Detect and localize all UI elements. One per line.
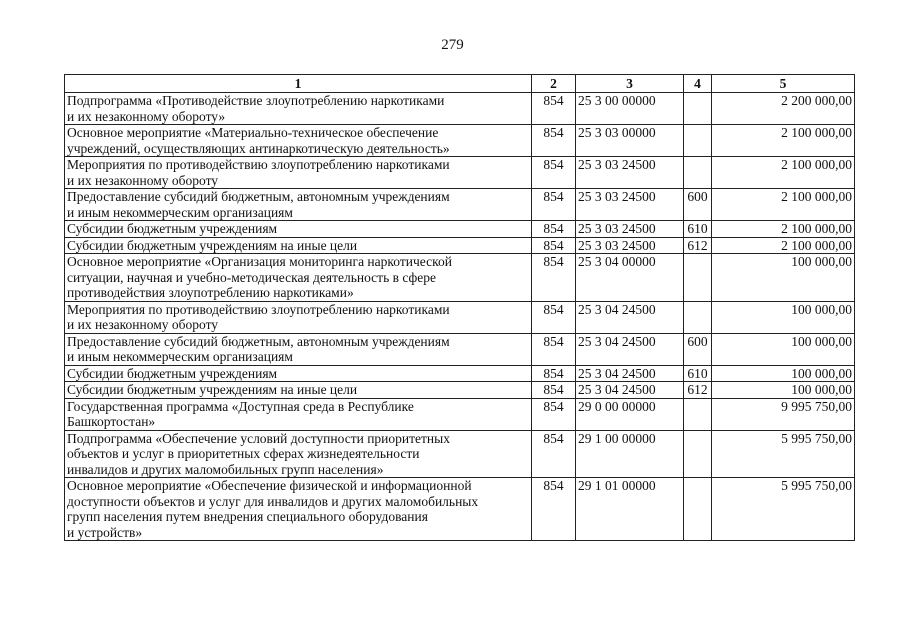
row-target-code-cell: 29 0 00 00000: [576, 398, 684, 430]
row-expense-type-cell: [684, 478, 712, 541]
row-name-cell: Основное мероприятие «Организация мониторинга наркотической ситуации, научная и учебно-методическая деятельность в сфере противодействия злоупотреблению наркотиками»: [65, 254, 532, 302]
row-sum-cell: 100 000,00: [712, 365, 855, 382]
table-row: [65, 333, 855, 365]
row-expense-type-cell: [684, 157, 712, 189]
row-expense-type-cell: 600: [684, 333, 712, 365]
row-sum-cell: 2 100 000,00: [712, 237, 855, 254]
row-name-cell: Субсидии бюджетным учреждениям на иные цели: [65, 382, 532, 399]
table-row: [65, 125, 855, 157]
table-row: [65, 365, 855, 382]
row-name-cell: Предоставление субсидий бюджетным, автономным учреждениям и иным некоммерческим организациям: [65, 189, 532, 221]
row-sum-cell: 2 200 000,00: [712, 93, 855, 125]
row-sum-cell: 2 100 000,00: [712, 157, 855, 189]
row-code-cell: 854: [532, 430, 576, 478]
table-row: [65, 189, 855, 221]
row-name-cell: Субсидии бюджетным учреждениям на иные цели: [65, 237, 532, 254]
row-code-cell: 854: [532, 157, 576, 189]
row-expense-type-cell: 612: [684, 237, 712, 254]
row-expense-type-cell: 610: [684, 365, 712, 382]
table-header-row: [65, 75, 855, 93]
row-name-cell: Основное мероприятие «Обеспечение физической и информационной доступности объектов и услуг для инвалидов и других маломобильных групп населения путем внедрения специального оборудования и устройств»: [65, 478, 532, 541]
column-header: 4: [684, 75, 712, 93]
row-sum-cell: 2 100 000,00: [712, 189, 855, 221]
row-code-cell: 854: [532, 237, 576, 254]
table-row: [65, 221, 855, 238]
row-expense-type-cell: 600: [684, 189, 712, 221]
row-name-cell: Государственная программа «Доступная среда в Республике Башкортостан»: [65, 398, 532, 430]
row-expense-type-cell: [684, 93, 712, 125]
row-sum-cell: 2 100 000,00: [712, 125, 855, 157]
row-target-code-cell: 25 3 03 24500: [576, 189, 684, 221]
row-code-cell: 854: [532, 333, 576, 365]
row-sum-cell: 100 000,00: [712, 333, 855, 365]
column-header: 3: [576, 75, 684, 93]
table-row: [65, 237, 855, 254]
row-code-cell: 854: [532, 221, 576, 238]
row-expense-type-cell: [684, 430, 712, 478]
row-sum-cell: 5 995 750,00: [712, 478, 855, 541]
row-name-cell: Мероприятия по противодействию злоупотреблению наркотиками и их незаконному обороту: [65, 301, 532, 333]
row-code-cell: 854: [532, 398, 576, 430]
table-row: [65, 430, 855, 478]
table-row: [65, 301, 855, 333]
row-code-cell: 854: [532, 254, 576, 302]
row-name-cell: Мероприятия по противодействию злоупотреблению наркотиками и их незаконному обороту: [65, 157, 532, 189]
row-name-cell: Подпрограмма «Противодействие злоупотреблению наркотиками и их незаконному обороту»: [65, 93, 532, 125]
row-name-cell: Подпрограмма «Обеспечение условий доступности приоритетных объектов и услуг в приоритетных сферах жизнедеятельности инвалидов и других маломобильных групп населения»: [65, 430, 532, 478]
row-code-cell: 854: [532, 382, 576, 399]
row-target-code-cell: 25 3 03 24500: [576, 237, 684, 254]
row-name-cell: Субсидии бюджетным учреждениям: [65, 221, 532, 238]
row-expense-type-cell: 612: [684, 382, 712, 399]
row-expense-type-cell: 610: [684, 221, 712, 238]
table-row: [65, 93, 855, 125]
row-target-code-cell: 25 3 04 24500: [576, 333, 684, 365]
table-row: [65, 382, 855, 399]
column-header: 2: [532, 75, 576, 93]
row-target-code-cell: 29 1 00 00000: [576, 430, 684, 478]
table-row: [65, 157, 855, 189]
column-header: 1: [65, 75, 532, 93]
row-code-cell: 854: [532, 125, 576, 157]
row-code-cell: 854: [532, 93, 576, 125]
row-sum-cell: 100 000,00: [712, 254, 855, 302]
row-code-cell: 854: [532, 189, 576, 221]
row-sum-cell: 5 995 750,00: [712, 430, 855, 478]
row-expense-type-cell: [684, 125, 712, 157]
row-code-cell: 854: [532, 301, 576, 333]
page-number: 279: [441, 37, 464, 53]
row-target-code-cell: 25 3 04 24500: [576, 382, 684, 399]
row-code-cell: 854: [532, 365, 576, 382]
row-target-code-cell: 25 3 04 24500: [576, 365, 684, 382]
table-row: [65, 398, 855, 430]
row-name-cell: Основное мероприятие «Материально-техническое обеспечение учреждений, осуществляющих антинаркотическую деятельность»: [65, 125, 532, 157]
row-expense-type-cell: [684, 254, 712, 302]
row-target-code-cell: 29 1 01 00000: [576, 478, 684, 541]
row-sum-cell: 100 000,00: [712, 301, 855, 333]
row-expense-type-cell: [684, 398, 712, 430]
row-target-code-cell: 25 3 03 24500: [576, 221, 684, 238]
table-row: [65, 254, 855, 302]
row-expense-type-cell: [684, 301, 712, 333]
row-name-cell: Субсидии бюджетным учреждениям: [65, 365, 532, 382]
table-row: [65, 478, 855, 541]
row-target-code-cell: 25 3 04 00000: [576, 254, 684, 302]
row-name-cell: Предоставление субсидий бюджетным, автономным учреждениям и иным некоммерческим организациям: [65, 333, 532, 365]
row-target-code-cell: 25 3 03 24500: [576, 157, 684, 189]
row-target-code-cell: 25 3 03 00000: [576, 125, 684, 157]
row-sum-cell: 9 995 750,00: [712, 398, 855, 430]
table-body: [65, 93, 855, 541]
budget-table: [64, 74, 855, 541]
row-code-cell: 854: [532, 478, 576, 541]
row-target-code-cell: 25 3 04 24500: [576, 301, 684, 333]
column-header: 5: [712, 75, 855, 93]
row-sum-cell: 2 100 000,00: [712, 221, 855, 238]
row-sum-cell: 100 000,00: [712, 382, 855, 399]
row-target-code-cell: 25 3 00 00000: [576, 93, 684, 125]
